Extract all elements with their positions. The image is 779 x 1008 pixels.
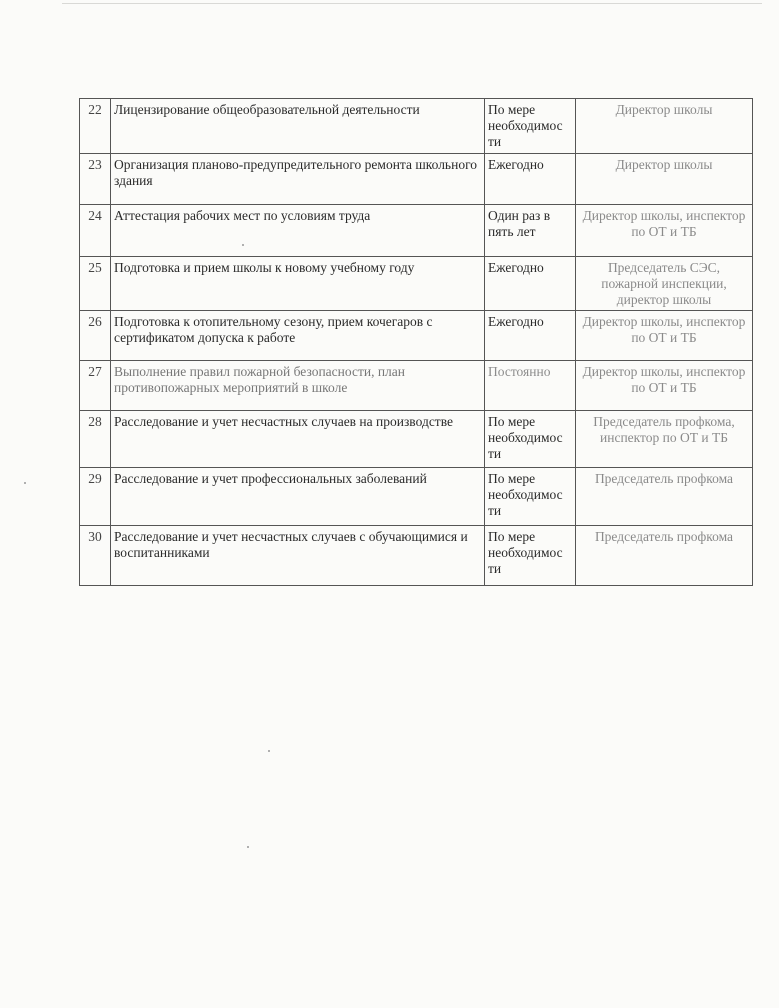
table-row: [80, 205, 753, 257]
deadline-text: Ежегодно: [485, 257, 576, 311]
deadline-text: Ежегодно: [485, 311, 576, 361]
measure-text: Выполнение правил пожарной безопасности, план противопожарных мероприятий в школе: [111, 361, 485, 411]
scan-speck: [24, 482, 26, 484]
table-row: [80, 154, 753, 205]
table-row: [80, 257, 753, 311]
row-number: 27: [80, 361, 111, 411]
measure-text: Подготовка к отопительному сезону, прием кочегаров с сертификатом допуска к работе: [111, 311, 485, 361]
row-number: 25: [80, 257, 111, 311]
deadline-text: Ежегодно: [485, 154, 576, 205]
responsible-text: Директор школы, инспектор по ОТ и ТБ: [576, 361, 753, 411]
measure-text: Организация планово-предупредительного ремонта школьного здания: [111, 154, 485, 205]
scan-top-edge-line: [62, 3, 762, 4]
deadline-text: Один раз в пять лет: [485, 205, 576, 257]
table-row: [80, 99, 753, 154]
responsible-text: Директор школы: [576, 99, 753, 154]
measure-text: Расследование и учет несчастных случаев с обучающимися и воспитанниками: [111, 526, 485, 586]
deadline-text: По мере необходимос ти: [485, 526, 576, 586]
scan-speck: [242, 244, 244, 246]
measure-text: Расследование и учет профессиональных заболеваний: [111, 468, 485, 526]
responsible-text: Председатель профкома: [576, 468, 753, 526]
measure-text: Лицензирование общеобразовательной деятельности: [111, 99, 485, 154]
responsible-text: Директор школы, инспектор по ОТ и ТБ: [576, 205, 753, 257]
safety-measures-table: [79, 98, 753, 586]
responsible-text: Председатель профкома: [576, 526, 753, 586]
scan-speck: [268, 750, 270, 752]
table-row: [80, 361, 753, 411]
row-number: 24: [80, 205, 111, 257]
measure-text: Аттестация рабочих мест по условиям труда: [111, 205, 485, 257]
deadline-text: По мере необходимос ти: [485, 468, 576, 526]
row-number: 22: [80, 99, 111, 154]
row-number: 28: [80, 411, 111, 468]
deadline-text: Постоянно: [485, 361, 576, 411]
responsible-text: Председатель профкома, инспектор по ОТ и ТБ: [576, 411, 753, 468]
table-row: [80, 526, 753, 586]
row-number: 26: [80, 311, 111, 361]
responsible-text: Председатель СЭС, пожарной инспекции, директор школы: [576, 257, 753, 311]
deadline-text: По мере необходимос ти: [485, 99, 576, 154]
responsible-text: Директор школы, инспектор по ОТ и ТБ: [576, 311, 753, 361]
table-row: [80, 468, 753, 526]
table-row: [80, 311, 753, 361]
deadline-text: По мере необходимос ти: [485, 411, 576, 468]
row-number: 23: [80, 154, 111, 205]
measure-text: Подготовка и прием школы к новому учебному году: [111, 257, 485, 311]
row-number: 30: [80, 526, 111, 586]
responsible-text: Директор школы: [576, 154, 753, 205]
measure-text: Расследование и учет несчастных случаев на производстве: [111, 411, 485, 468]
table-row: [80, 411, 753, 468]
scan-speck: [247, 846, 249, 848]
row-number: 29: [80, 468, 111, 526]
